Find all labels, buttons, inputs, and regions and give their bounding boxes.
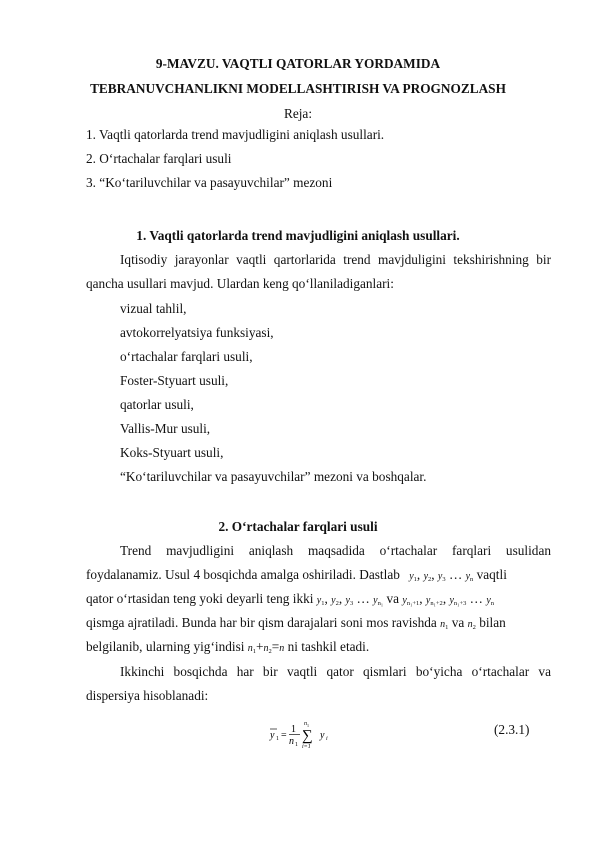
text-run: foydalanamiz. Usul 4 bosqichda amalga oshiriladi. Dastlab <box>86 567 400 582</box>
text-run: ni tashkil etadi. <box>287 639 370 654</box>
method-item: Koks-Styuart usuli, <box>120 445 224 460</box>
title-line-1: 9-MAVZU. VAQTLI QATORLAR YORDAMIDA <box>155 56 441 71</box>
formula-number: (2.3.1) <box>494 722 530 737</box>
section-2-paragraph-2-line-1: Ikkinchi bosqichda har bir vaqtli qator qismlari bo‘yicha o‘rtachalar va <box>120 664 551 679</box>
title-line-2: TEBRANUVCHANLIKNI MODELLASHTIRISH VA PROGNOZLASH <box>90 81 506 96</box>
plan-item-3: 3. “Ko‘tariluvchilar va pasayuvchilar” mezoni <box>86 175 333 190</box>
math-first-part: $y_1$, $y_2$, $y_3$ … $y_{n_1}$ <box>316 591 384 607</box>
section-1-paragraph-line-1: Iqtisodiy jarayonlar vaqtli qartorlarida trend mavjduligini tekshirishning bir <box>120 252 551 267</box>
method-item: o‘rtachalar farqlari usuli, <box>120 349 253 364</box>
math-y-sequence: $y_1$, $y_2$, $y_3$ … $y_n$ <box>409 567 474 583</box>
svg-text:1: 1 <box>307 723 309 728</box>
text-run: bilan <box>479 615 506 630</box>
text-run: va <box>451 615 465 630</box>
method-item: qatorlar usuli, <box>120 397 194 412</box>
method-item: Vallis-Mur usuli, <box>120 421 211 436</box>
text-run: qator o‘rtasidan teng yoki deyarli teng ikki <box>86 591 314 606</box>
section-2-paragraph-line-4 <box>86 615 506 631</box>
svg-text:y: y <box>320 730 325 741</box>
method-item: avtokorrelyatsiya funksiyasi, <box>120 325 274 340</box>
svg-text:1: 1 <box>291 724 296 735</box>
svg-text:1: 1 <box>295 742 298 748</box>
svg-text:=: = <box>281 730 287 741</box>
svg-text:i=1: i=1 <box>302 744 311 750</box>
section-2-heading: 2. O‘rtachalar farqlari usuli <box>218 519 378 534</box>
text-run: va <box>386 591 400 606</box>
svg-text:y: y <box>270 730 275 741</box>
svg-text:n: n <box>289 736 294 747</box>
plan-item-1: 1. Vaqtli qatorlarda trend mavjudligini aniqlash usullari. <box>86 127 385 142</box>
svg-text:∑: ∑ <box>302 728 313 744</box>
svg-text:i: i <box>326 736 328 742</box>
text-run: vaqtli <box>476 567 507 582</box>
text-run: qismga ajratiladi. Bunda har bir qism darajalari soni mos ravishda <box>86 615 437 630</box>
section-2-paragraph-line-3 <box>86 591 494 607</box>
section-2-paragraph-line-1: Trend mavjudligini aniqlash maqsadida o‘rtachalar farqlari usulidan <box>120 543 551 558</box>
math-sum-n: $n_1+n_2=n$ <box>247 639 285 655</box>
plan-item-2: 2. O‘rtachalar farqlari usuli <box>86 151 232 166</box>
method-item: Foster-Styuart usuli, <box>120 373 229 388</box>
math-second-part: $y_{n_1+1}$, $y_{n_1+2}$, $y_{n_1+3}$ … $y_n$ <box>402 591 495 607</box>
math-n2: $n_2$ <box>467 619 476 631</box>
method-item: “Ko‘tariluvchilar va pasayuvchilar” mezoni va boshqalar. <box>120 469 427 484</box>
mean-formula <box>268 716 348 756</box>
section-1-paragraph-line-2: qancha usullari mavjud. Ulardan keng qo‘llaniladiganlari: <box>86 276 394 291</box>
math-n1: $n_1$ <box>440 619 449 631</box>
text-run: belgilanib, ularning yig‘indisi <box>86 639 245 654</box>
section-2-paragraph-2-line-2: dispersiya hisoblanadi: <box>86 688 209 703</box>
method-item: vizual tahlil, <box>120 301 187 316</box>
section-2-paragraph-line-2 <box>86 567 507 583</box>
section-2-paragraph-line-5 <box>86 639 369 655</box>
svg-text:n: n <box>304 721 307 727</box>
section-1-heading: 1. Vaqtli qatorlarda trend mavjudligini aniqlash usullari. <box>136 228 460 243</box>
plan-label: Reja: <box>283 106 313 121</box>
svg-text:1: 1 <box>276 736 279 742</box>
